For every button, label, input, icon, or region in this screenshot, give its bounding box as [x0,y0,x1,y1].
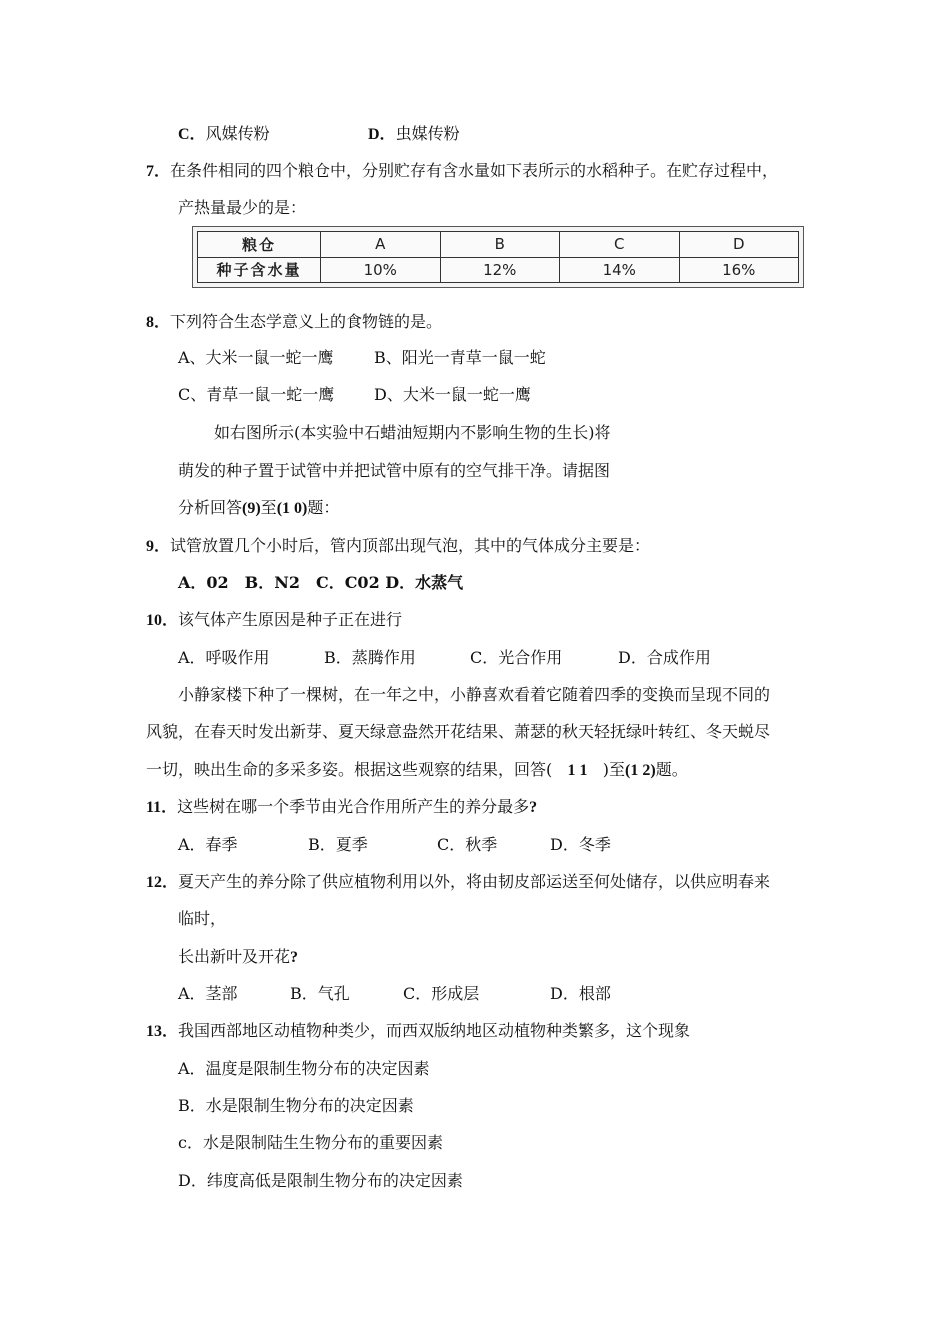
q12-option-d: D．根部 [550,984,611,1003]
table-cell: C [560,232,680,258]
table-header-row [198,232,799,258]
text: 至 [260,498,277,517]
q8-option-d: D、大米一鼠一蛇一鹰 [374,385,531,404]
q13-option-c: c．水是限制陆生生物分布的重要因素 [178,1133,443,1152]
q7-stem-cont: 产热量最少的是： [178,198,307,217]
text: 题。 [655,760,688,779]
q8-option-a: A、大米一鼠一蛇一鹰 [178,348,334,367]
q13-option-a: A．温度是限制生物分布的决定因素 [178,1059,430,1078]
moisture-table [197,231,799,283]
q11-option-a: A．春季 [178,835,238,854]
option-letter: C． [178,126,206,143]
table-cell: 12% [440,257,560,283]
intro2-line3 [146,759,688,782]
table-cell: A [321,232,441,258]
table-cell: D [679,232,799,258]
q9-options: A．02 B．N2 C．C02 D．水蒸气 [178,573,464,592]
q12-option-b: B．气孔 [290,984,350,1003]
intro1-line2: 萌发的种子置于试管中并把试管中原有的空气排干净。请据图 [178,461,611,480]
q11-option-c: C．秋季 [437,835,498,854]
question-text: 在条件相同的四个粮仓中，分别贮存有含水量如下表所示的水稻种子。在贮存过程中， [170,161,779,180]
question-text: 试管放置几个小时后，管内顶部出现气泡，其中的气体成分主要是： [170,536,651,555]
q6-option-d [368,123,460,146]
moisture-table-image [192,226,804,288]
table-row [198,257,799,283]
intro2-line2: 风貌，在春天时发出新芽、夏天绿意盎然开花结果、萧瑟的秋天轻抚绿叶转红、冬天蜕尽 [146,722,771,741]
question-number: 11． [146,799,178,816]
question-mark: ? [529,799,538,816]
range-start: 1 1 [567,762,588,779]
question-text: 下列符合生态学意义上的食物链的是。 [170,312,443,331]
question-text: 夏天产生的养分除了供应植物利用以外，将由韧皮部运送至何处储存，以供应明春来 [178,872,771,891]
table-cell: 10% [321,257,441,283]
question-text: 我国西部地区动植物种类少，而西双版纳地区动植物种类繁多，这个现象 [178,1021,691,1040]
question-number: 8． [146,314,171,331]
table-cell: 粮仓 [198,232,321,258]
q13-option-d: D．纬度高低是限制生物分布的决定因素 [178,1171,463,1190]
table-cell: B [440,232,560,258]
question-number: 9． [146,538,171,555]
table-cell: 14% [560,257,680,283]
q10-option-c: C．光合作用 [470,648,563,667]
q12-option-c: C．形成层 [403,984,480,1003]
text: )至 [602,760,626,779]
table-cell: 16% [679,257,799,283]
q8-option-b: B、阳光一青草一鼠一蛇 [374,348,546,367]
question-number: 10． [146,612,179,629]
text: 一切，映出生命的多采多姿。根据这些观察的结果，回答( [146,760,553,779]
q13-option-b: B．水是限制生物分布的决定因素 [178,1096,414,1115]
table-cell: 种子含水量 [198,257,321,283]
q11-option-b: B．夏季 [308,835,368,854]
q9-stem [146,535,650,558]
intro1-line1: 如右图所示(本实验中石蜡油短期内不影响生物的生长)将 [214,423,611,442]
question-number: 13． [146,1023,179,1040]
question-number: 7． [146,163,171,180]
option-text: 风媒传粉 [205,124,270,143]
q11-stem [146,796,537,819]
question-text: 长出新叶及开花 [178,947,291,966]
intro2-line1: 小静家楼下种了一棵树，在一年之中，小静喜欢看着它随着四季的变换而呈现不同的 [178,685,771,704]
q8-option-c: C、青草一鼠一蛇一鹰 [178,385,335,404]
question-text: 这些树在哪一个季节由光合作用所产生的养分最多 [177,797,530,816]
q8-stem [146,311,442,334]
option-text: 虫媒传粉 [395,124,460,143]
range-start: (9) [242,500,261,517]
q10-option-d: D．合成作用 [618,648,711,667]
q12-stem [146,871,770,894]
option-letter: D． [368,126,396,143]
question-text: 该气体产生原因是种子正在进行 [178,610,403,629]
text: 分析回答 [178,498,243,517]
question-number: 12． [146,874,179,891]
range-end: (1 2) [625,762,656,779]
q6-option-c [178,123,270,146]
intro1-line3 [178,497,339,520]
q12-stem-cont2 [178,946,298,969]
q10-option-b: B．蒸腾作用 [324,648,416,667]
q10-stem [146,609,402,632]
q7-stem [146,160,778,183]
q12-option-a: A．茎部 [178,984,238,1003]
text: 题： [307,498,340,517]
q13-stem [146,1020,690,1043]
q12-stem-cont: 临时， [178,909,227,928]
q11-option-d: D．冬季 [550,835,611,854]
question-mark: ? [290,949,299,966]
range-end: (1 0) [276,500,308,517]
q10-option-a: A．呼吸作用 [178,648,270,667]
